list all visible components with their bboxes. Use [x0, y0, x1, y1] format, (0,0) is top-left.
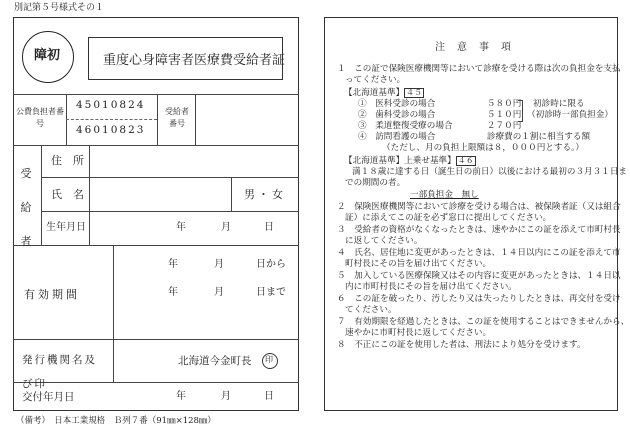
note-line: 速やかに市町村長に返してください。 [345, 328, 492, 338]
note-line: ５ 加入している医療保険又はその内容に変更があったときは、１４日以 [337, 271, 621, 281]
note-line: ８ 不正にこの証を使用した者は、刑法により処分を受けます。 [337, 340, 586, 350]
divider [89, 145, 90, 245]
note-line: ４ 氏名、居住地に変更があったときは、１４日以内にこの証を添えて市 [337, 248, 621, 258]
card-title: 重度心身障害者医療費受給者証 [103, 53, 286, 68]
rule [13, 145, 299, 146]
birth-month-unit: 月 [221, 222, 231, 233]
stamp-label: 障初 [34, 48, 61, 63]
note-line: てください。 [345, 305, 397, 315]
to-year-unit: 年 [168, 287, 178, 298]
from-month-unit: 月 [214, 259, 224, 270]
note-line: 一部負担金 無し [410, 190, 479, 200]
rule [13, 94, 299, 95]
rule [13, 339, 299, 340]
note-line: ３ 受給者の資格がなくなったときは、速やかにこの証を添えて市町村長 [337, 225, 621, 235]
hokkaido-std-code: ４５ [406, 88, 423, 97]
note-line: 内に市町村長にその旨を届け出てください。 [345, 282, 517, 292]
issue-day-unit: 日 [264, 391, 274, 402]
divider [157, 94, 158, 145]
divider [66, 119, 157, 120]
note-line: 証）に添えてこの証を必ず窓口に提出してください。 [345, 213, 552, 223]
hokkaido-plus-code: ４６ [457, 156, 474, 165]
hokkaido-plus-label: 【北海道基準】上乗せ基準】 [344, 156, 456, 166]
note-line: ２ 保険医療機関等において診療を受ける場合は、被保険者証（又は組合 [337, 202, 621, 212]
note-line: に返してください。 [345, 236, 423, 246]
validity-to: 日まで [256, 287, 286, 298]
note-line: ④ 訪問看護の場合 診療費の１割に相当する額 [358, 132, 591, 142]
divider [41, 145, 42, 245]
rule [41, 211, 299, 212]
note-line: での期間の者。 [345, 178, 406, 188]
note-line: ６ この証を破ったり、汚したり又は失ったりしたときは、再交付を受け [337, 294, 621, 304]
payer-number-1: 45010824 [76, 99, 146, 111]
bracket [518, 100, 523, 122]
footer-note: （備考） 日本工業規格 Ｂ列７番（91㎜×128㎜） [16, 416, 216, 426]
divider [231, 177, 232, 211]
to-month-unit: 月 [214, 287, 224, 298]
issue-year-unit: 年 [176, 391, 186, 402]
from-year-unit: 年 [168, 259, 178, 270]
limit-initial: 初診時に限る [533, 99, 585, 109]
validity-from: 日から [256, 259, 286, 270]
hokkaido-std-label: 【北海道基準】 [344, 88, 405, 98]
limit-note: （初診時一部負担金） [527, 110, 613, 120]
payer-label: 公費負担者番号 [16, 107, 64, 128]
validity-label: 有効期間 [24, 288, 80, 301]
note-line: ② 歯科受診の場合 ５１０円 [358, 110, 522, 120]
issue-date-label: 交付年月日 [22, 391, 75, 403]
note-line: ③ 柔道整復受療の場合 ２７０円 [358, 121, 522, 131]
address-label: 住 所 [51, 154, 84, 167]
notes-heading: 注 意 事 項 [435, 42, 512, 53]
seal-mark: 印 [265, 355, 273, 364]
payer-number-2: 46010823 [76, 124, 146, 136]
issuer-value: 北海道今金町長 [178, 355, 252, 367]
recipient-header: 受給者 [20, 167, 32, 248]
issue-month-unit: 月 [221, 391, 231, 402]
recipient-no-label: 受給者番号 [165, 107, 189, 128]
rule [13, 245, 299, 246]
note-line: （ただし、月の負担上限額は８，０００円とする。） [382, 143, 584, 153]
hokkaido-plus [344, 156, 476, 166]
name-label: 氏 名 [51, 188, 84, 201]
form-number: 別記第５号様式その１ [14, 3, 105, 13]
note-line: ってください。 [345, 75, 406, 85]
birthdate-label: 生年月日 [46, 222, 86, 233]
divider [113, 245, 114, 382]
birth-year-unit: 年 [176, 222, 186, 233]
note-line: ７ 有効期限を経過したときは、この証を使用することはできませんから、 [337, 317, 630, 327]
divider [195, 94, 196, 145]
note-line: １ この証で保険医療機関等において診療を受ける際は次の負担金を支払 [337, 64, 621, 74]
sex-label: 男・女 [244, 188, 286, 201]
rule [41, 177, 299, 178]
note-line: ① 医科受診の場合 ５８０円 [358, 99, 522, 109]
note-line: 満１８歳に達する日（誕生日の前日）以後における最初の３月３１日ま [352, 167, 628, 177]
hokkaido-std [344, 88, 424, 98]
issuer-label: 発行機関名及び印 [22, 354, 97, 390]
note-line: 町村長にその旨を届け出てください。 [345, 259, 492, 269]
birth-day-unit: 日 [264, 222, 274, 233]
